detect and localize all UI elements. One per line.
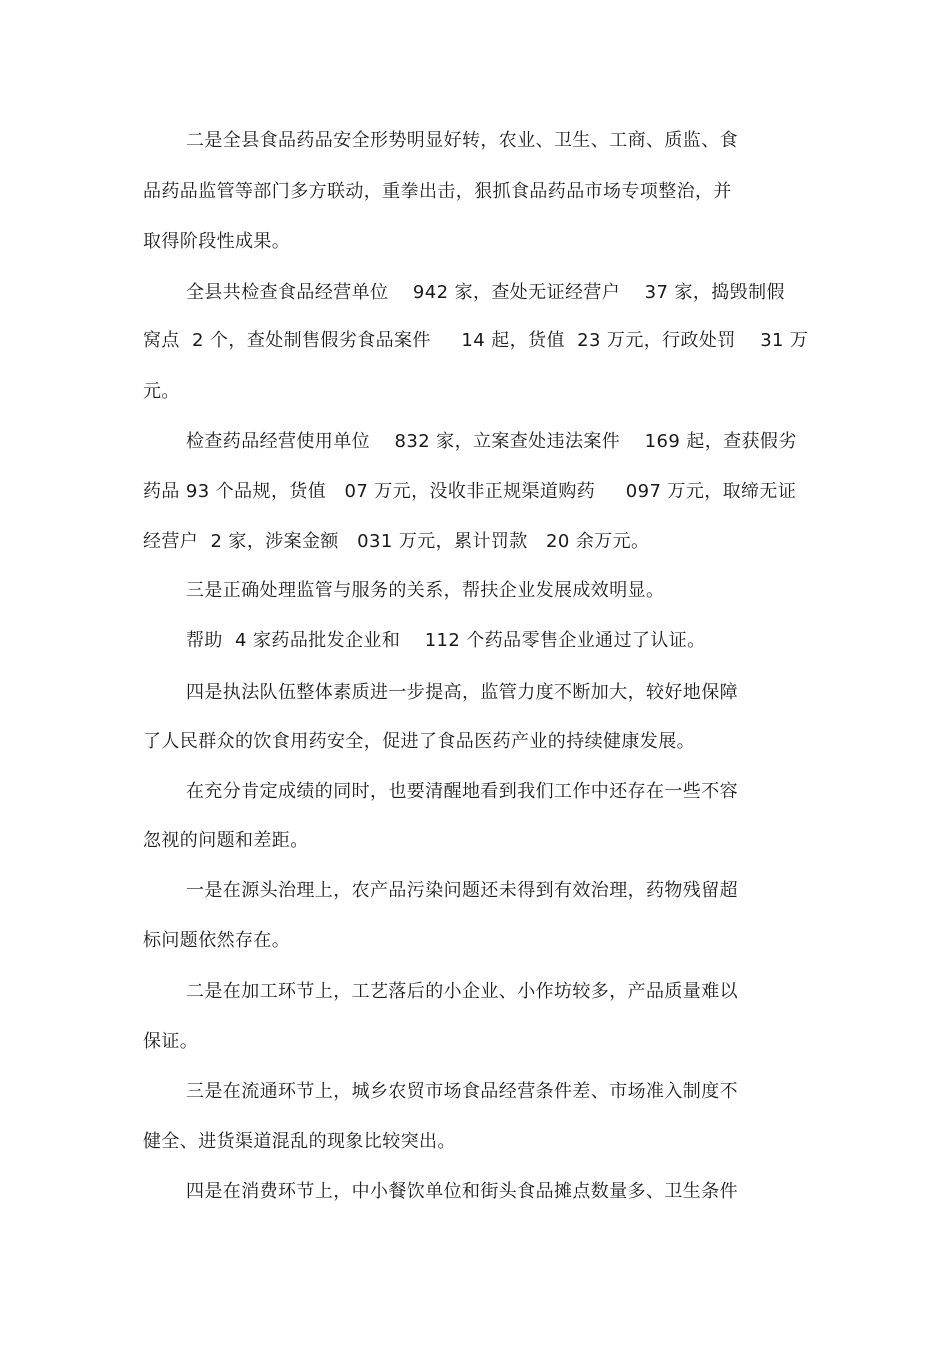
text-line: 经营户 2 家，涉案金额 031 万元，累计罚款 20 余万元。 bbox=[143, 531, 650, 552]
text-line: 三是正确处理监管与服务的关系，帮扶企业发展成效明显。 bbox=[186, 580, 665, 601]
text-line: 药品 93 个品规，货值 07 万元，没收非正规渠道购药 097 万元，取缔无证 bbox=[143, 481, 797, 502]
text-line: 忽视的问题和差距。 bbox=[143, 830, 309, 851]
text-line: 标问题依然存在。 bbox=[143, 930, 291, 951]
text-line: 取得阶段性成果。 bbox=[143, 231, 291, 252]
text-line: 在充分肯定成绩的同时，也要清醒地看到我们工作中还存在一些不容 bbox=[186, 781, 738, 802]
text-line: 帮助 4 家药品批发企业和 112 个药品零售企业通过了认证。 bbox=[186, 630, 706, 651]
text-line: 一是在源头治理上，农产品污染问题还未得到有效治理，药物残留超 bbox=[186, 880, 738, 901]
text-line: 健全、进货渠道混乱的现象比较突出。 bbox=[143, 1131, 456, 1152]
text-line: 四是执法队伍整体素质进一步提高，监管力度不断加大，较好地保障 bbox=[186, 682, 738, 703]
text-line: 窝点 2 个，查处制售假劣食品案件 14 起，货值 23 万元，行政处罚 31 万 bbox=[143, 330, 809, 351]
text-line: 了人民群众的饮食用药安全，促进了食品医药产业的持续健康发展。 bbox=[143, 731, 695, 752]
text-line: 保证。 bbox=[143, 1031, 199, 1052]
text-line: 品药品监管等部门多方联动，重拳出击，狠抓食品药品市场专项整治，并 bbox=[143, 181, 732, 202]
text-line: 三是在流通环节上，城乡农贸市场食品经营条件差、市场准入制度不 bbox=[186, 1081, 738, 1102]
text-line: 元。 bbox=[143, 381, 180, 402]
text-line: 检查药品经营使用单位 832 家，立案查处违法案件 169 起，查获假劣 bbox=[186, 431, 797, 452]
text-line: 二是全县食品药品安全形势明显好转，农业、卫生、工商、质监、食 bbox=[186, 130, 738, 151]
text-line: 四是在消费环节上，中小餐饮单位和街头食品摊点数量多、卫生条件 bbox=[186, 1181, 738, 1202]
text-line: 二是在加工环节上，工艺落后的小企业、小作坊较多，产品质量难以 bbox=[186, 981, 738, 1002]
text-line: 全县共检查食品经营单位 942 家，查处无证经营户 37 家，捣毁制假 bbox=[186, 282, 785, 303]
